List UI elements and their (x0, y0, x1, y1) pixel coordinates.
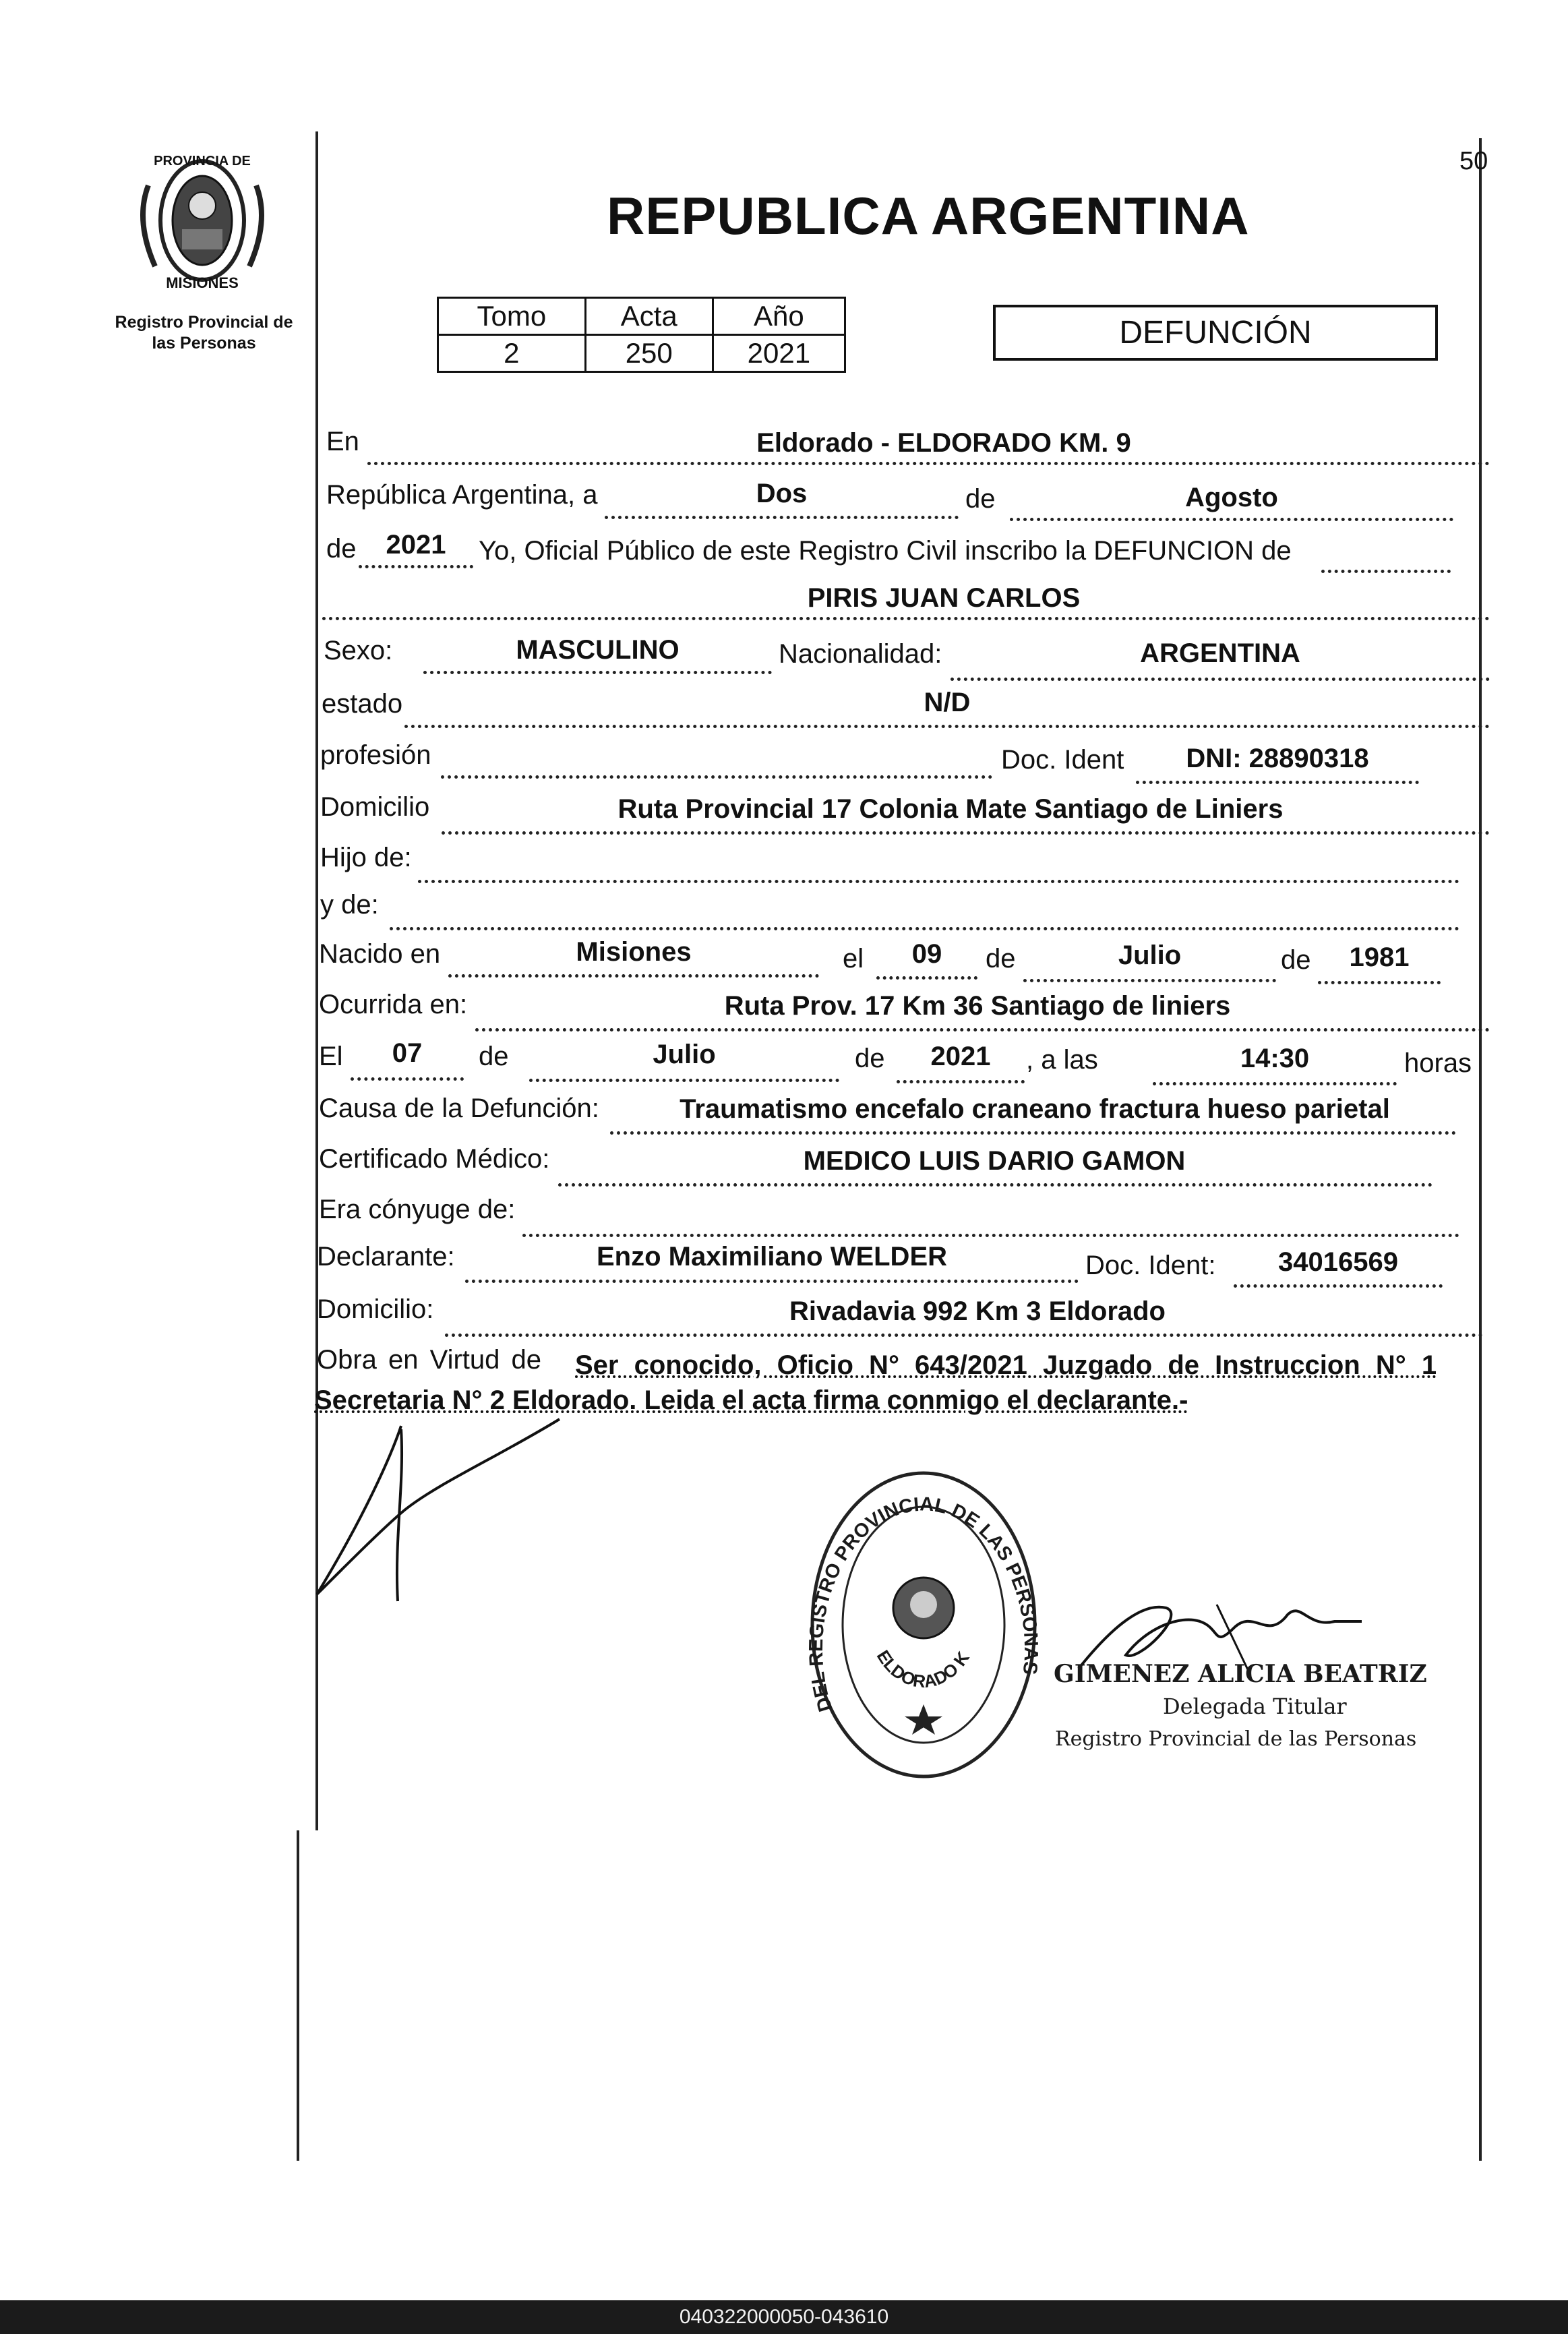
reference-header-row (438, 298, 845, 335)
domicilio-value: Ruta Provincial 17 Colonia Mate Santiago de Liniers (617, 794, 1284, 824)
left-border-line-lower (297, 1830, 299, 2161)
muerte-mes-value: Julio (653, 1040, 716, 1069)
yo-label: Yo, Oficial Público de este Registro Civil inscribo la DEFUNCION de (479, 536, 1292, 566)
de-label-1: de (965, 484, 996, 514)
de-label-4: de (1281, 945, 1311, 975)
doc-ident-dots (1136, 781, 1419, 784)
republica-label: República Argentina, a (326, 480, 598, 510)
registry-name-line1: Registro Provincial de (115, 313, 293, 332)
causa-value: Traumatismo encefalo craneano fractura hueso parietal (680, 1094, 1390, 1124)
nombre-dots (322, 617, 1490, 620)
nacido-dia-value: 09 (911, 939, 942, 969)
page-title: REPUBLICA ARGENTINA (607, 186, 1250, 245)
nombre-value: PIRIS JUAN CARLOS (807, 583, 1081, 613)
declarante-domicilio-value: Rivadavia 992 Km 3 Eldorado (789, 1296, 1166, 1326)
anio-value: 2021 (713, 335, 845, 372)
hijo-de-dots (418, 880, 1459, 883)
hijo-de-label: Hijo de: (320, 843, 412, 872)
el-label-2: El (319, 1042, 343, 1071)
de-label-5: de (479, 1042, 509, 1071)
causa-label: Causa de la Defunción: (319, 1094, 599, 1123)
declarant-signature (310, 1416, 593, 1618)
acta-header: Acta (585, 298, 713, 335)
mes-dots (1010, 518, 1453, 521)
right-border-line (1479, 138, 1482, 2161)
province-logo (128, 145, 276, 297)
anio-dots (359, 565, 473, 568)
nacido-mes-dots (1023, 979, 1276, 982)
muerte-dia-dots (351, 1077, 464, 1081)
officer-role: Delegada Titular (1163, 1694, 1347, 1719)
muerte-anio-dots (897, 1080, 1025, 1083)
declarante-domicilio-dots (445, 1334, 1483, 1337)
dia-value: Dos (756, 479, 808, 508)
muerte-anio-value: 2021 (930, 1042, 991, 1071)
domicilio-label-2: Domicilio: (317, 1294, 434, 1324)
doc-ident-value: DNI: 28890318 (1186, 744, 1369, 773)
causa-dots (610, 1131, 1456, 1135)
nacido-mes-value: Julio (1118, 940, 1182, 970)
profesion-label: profesión (320, 740, 431, 770)
lugar-dots (367, 462, 1490, 465)
svg-text:PROVINCIA DE: PROVINCIA DE (154, 154, 251, 169)
de-label-2: de (326, 534, 357, 564)
sexo-label: Sexo: (324, 636, 393, 665)
acta-value: 250 (585, 335, 713, 372)
estado-dots (404, 725, 1490, 728)
ocurrida-en-label: Ocurrida en: (319, 990, 468, 1019)
hora-dots (1153, 1082, 1397, 1085)
declarante-doc-value: 34016569 (1278, 1247, 1398, 1277)
certificate-type: DEFUNCIÓN (1119, 315, 1312, 351)
officer-name: GIMENEZ ALICIA BEATRIZ (1054, 1660, 1427, 1688)
declarante-label: Declarante: (317, 1242, 455, 1271)
nacido-en-dots (448, 974, 819, 978)
profesion-dots (441, 775, 992, 779)
certificado-value: MEDICO LUIS DARIO GAMON (803, 1146, 1186, 1176)
obra-label: Obra en Virtud de (317, 1345, 542, 1375)
certificate-type-box (993, 305, 1438, 361)
declarante-dots (465, 1280, 1079, 1283)
ocurrida-en-value: Ruta Prov. 17 Km 36 Santiago de liniers (724, 991, 1231, 1021)
svg-text:MISIONES: MISIONES (166, 274, 239, 291)
a-las-label: , a las (1026, 1045, 1098, 1075)
province-seal-icon (128, 145, 276, 297)
conyuge-dots (522, 1234, 1459, 1237)
estado-label: estado (322, 689, 403, 719)
muerte-mes-dots (529, 1079, 839, 1082)
estado-value: N/D (924, 688, 971, 717)
domicilio-dots (442, 831, 1490, 835)
nacionalidad-value: ARGENTINA (1140, 638, 1300, 668)
declarant-signature-icon (310, 1416, 593, 1618)
official-stamp (795, 1466, 1052, 1783)
stamp-inner-text: ELDORADO K (872, 1646, 973, 1692)
page-number: 50 (1459, 147, 1488, 175)
domicilio-label: Domicilio (320, 792, 430, 822)
horas-label: horas (1404, 1048, 1472, 1078)
stamp-ring-text: DEL REGISTRO PROVINCIAL DE LAS PERSONAS (805, 1493, 1042, 1714)
nacido-en-value: Misiones (576, 937, 692, 967)
nacionalidad-dots (951, 678, 1490, 681)
certificado-label: Certificado Médico: (319, 1144, 550, 1174)
conyuge-label: Era cónyuge de: (319, 1195, 516, 1224)
en-label: En (326, 427, 359, 456)
de-label-6: de (855, 1044, 885, 1073)
obra-value-line2: Secretaria N° 2 Eldorado. Leida el acta firma conmigo el declarante.- (314, 1385, 1188, 1415)
anio-value: 2021 (386, 530, 446, 560)
ocurrida-en-dots (475, 1028, 1490, 1031)
doc-ident-label-2: Doc. Ident: (1085, 1251, 1216, 1280)
tomo-value: 2 (438, 335, 586, 372)
registry-name (88, 312, 320, 354)
declarante-value: Enzo Maximiliano WELDER (596, 1242, 948, 1271)
reference-table (437, 297, 846, 373)
obra-value-line1: Ser conocido, Oficio N° 643/2021 Juzgado de Instruccion N° 1 (575, 1350, 1437, 1380)
officer-org: Registro Provincial de las Personas (1055, 1727, 1417, 1751)
y-de-label: y de: (320, 890, 379, 920)
nacionalidad-label: Nacionalidad: (779, 639, 942, 669)
registry-name-line2: las Personas (152, 334, 256, 353)
mes-value: Agosto (1185, 483, 1278, 512)
tomo-header: Tomo (438, 298, 586, 335)
sexo-dots (423, 671, 772, 674)
lugar-value: Eldorado - ELDORADO KM. 9 (756, 428, 1131, 458)
nacido-anio-value: 1981 (1349, 942, 1410, 972)
dia-dots (605, 516, 959, 519)
sexo-value: MASCULINO (516, 635, 680, 665)
nacido-dia-dots (876, 976, 977, 980)
hora-value: 14:30 (1240, 1044, 1310, 1073)
el-label: el (843, 944, 864, 974)
declarante-doc-dots (1234, 1284, 1443, 1288)
certificado-dots (558, 1183, 1433, 1187)
doc-ident-label: Doc. Ident (1001, 745, 1124, 775)
muerte-dia-value: 07 (392, 1038, 423, 1068)
document-footer-code: 040322000050-043610 (0, 2300, 1568, 2334)
reference-value-row (438, 335, 845, 372)
anio-header: Año (713, 298, 845, 335)
y-de-dots (390, 927, 1459, 930)
de-label-3: de (986, 944, 1016, 974)
official-stamp-icon (795, 1466, 1052, 1783)
nacido-en-label: Nacido en (319, 939, 441, 969)
yo-dots (1321, 570, 1451, 573)
nacido-anio-dots (1318, 981, 1441, 984)
